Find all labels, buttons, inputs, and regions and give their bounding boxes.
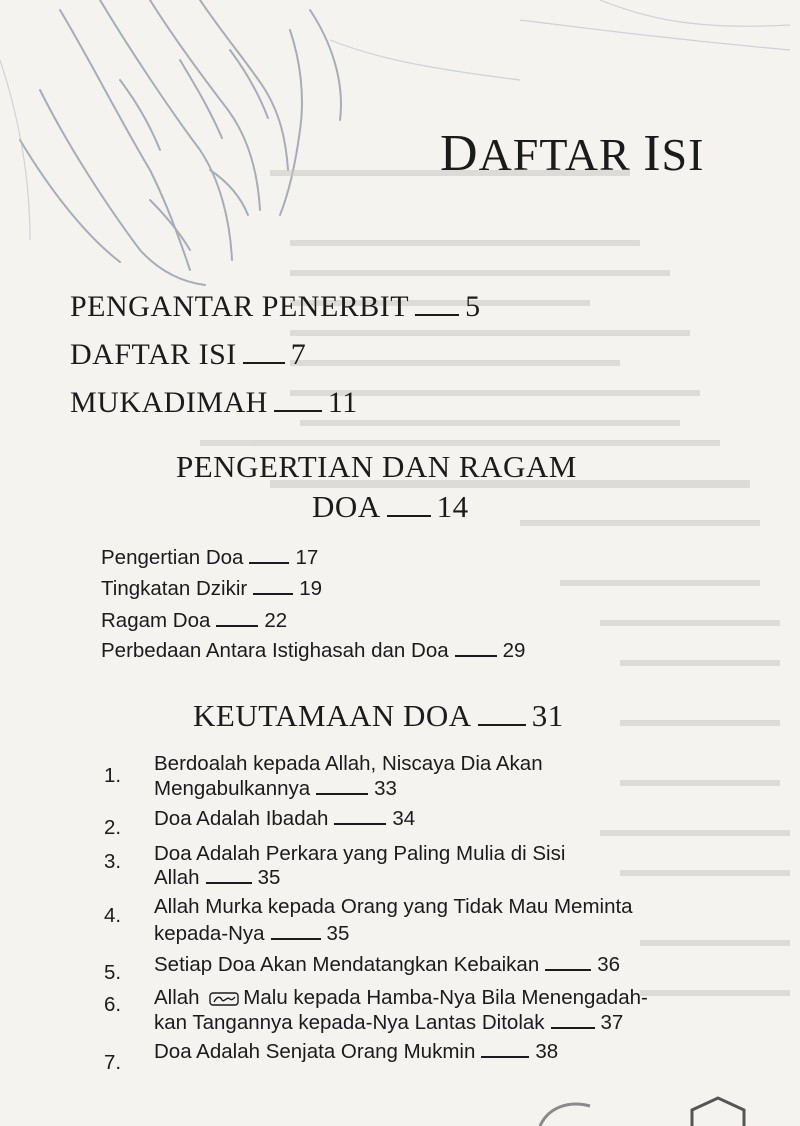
toc-entry: Ragam Doa 22: [101, 609, 288, 632]
toc-entry-line: Allah Murka kepada Orang yang Tidak Mau Meminta: [154, 895, 633, 918]
ornament-star: [692, 1098, 744, 1126]
title-word-2: SI: [661, 129, 705, 180]
toc-entry: DAFTAR ISI 7: [70, 338, 307, 371]
arabic-honorific-glyph: [209, 991, 239, 1007]
toc-entry: Tingkatan Dzikir 19: [101, 577, 323, 600]
toc-entry-line: Mengabulkannya 33: [154, 777, 397, 800]
chapter-heading-line2: DOA 14: [312, 489, 469, 524]
page-title: [440, 124, 704, 183]
toc-entry-line: kepada-Nya 35: [154, 922, 350, 945]
toc-entry-line: Doa Adalah Senjata Orang Mukmin 38: [154, 1040, 559, 1063]
toc-entry-line: kan Tangannya kepada-Nya Lantas Ditolak 37: [154, 1011, 624, 1034]
toc-entry: PENGANTAR PENERBIT 5: [70, 290, 481, 323]
toc-entry-line: Allah 35: [154, 866, 281, 889]
toc-entry-line: Doa Adalah Perkara yang Paling Mulia di Sisi: [154, 842, 566, 865]
chapter-heading: PENGERTIAN DAN RAGAM: [176, 449, 577, 484]
chapter-heading: KEUTAMAAN DOA 31: [193, 698, 564, 733]
ornament-arc: [540, 1104, 590, 1126]
title-initial-2: I: [643, 125, 662, 182]
toc-entry-line: Doa Adalah Ibadah 34: [154, 807, 416, 830]
toc-entry: MUKADIMAH 11: [70, 386, 358, 419]
toc-entry-line: Allah Malu kepada Hamba-Nya Bila Menengadah-: [154, 986, 648, 1009]
list-number: 7.: [104, 1051, 122, 1074]
toc-entry-line: Setiap Doa Akan Mendatangkan Kebaikan 36: [154, 953, 621, 976]
toc-entry: Perbedaan Antara Istighasah dan Doa 29: [101, 639, 526, 662]
list-number: 6.: [104, 993, 122, 1016]
list-number: 4.: [104, 904, 122, 927]
toc-entry: Pengertian Doa 17: [101, 546, 319, 569]
title-word-1: AFTAR: [478, 129, 631, 180]
list-number: 2.: [104, 816, 122, 839]
toc-entry-line: Berdoalah kepada Allah, Niscaya Dia Akan: [154, 752, 543, 775]
title-initial-1: D: [440, 125, 479, 182]
list-number: 3.: [104, 850, 122, 873]
list-number: 1.: [104, 764, 122, 787]
list-number: 5.: [104, 961, 122, 984]
